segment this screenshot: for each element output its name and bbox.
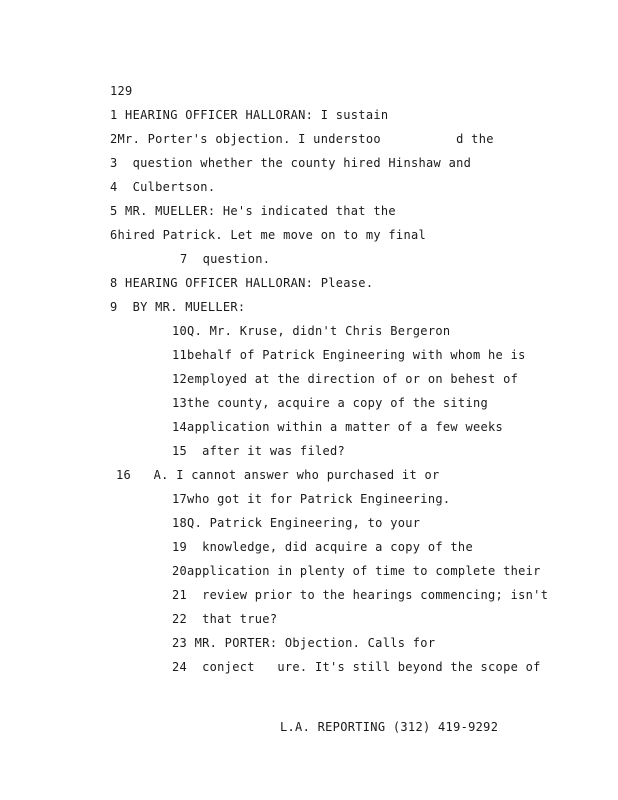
transcript-line-19: 19 knowledge, did acquire a copy of the [172,540,473,554]
transcript-line-2: 2Mr. Porter's objection. I understoo d the [110,132,494,146]
page-number: 129 [110,84,133,98]
reporter-footer: L.A. REPORTING (312) 419-9292 [280,720,499,734]
transcript-line-4: 4 Culbertson. [110,180,216,194]
transcript-line-20: 20application in plenty of time to complete their [172,564,541,578]
transcript-line-16: 16 A. I cannot answer who purchased it or [116,468,440,482]
transcript-line-6: 6hired Patrick. Let me move on to my final [110,228,427,242]
transcript-line-7: 7 question. [180,252,271,266]
transcript-line-13: 13the county, acquire a copy of the siting [172,396,489,410]
transcript-line-9: 9 BY MR. MUELLER: [110,300,246,314]
transcript-line-23: 23 MR. PORTER: Objection. Calls for [172,636,436,650]
transcript-line-21: 21 review prior to the hearings commencing; isn't [172,588,549,602]
transcript-line-3: 3 question whether the county hired Hinshaw and [110,156,472,170]
transcript-line-14: 14application within a matter of a few weeks [172,420,504,434]
transcript-line-5: 5 MR. MUELLER: He's indicated that the [110,204,396,218]
transcript-line-15: 15 after it was filed? [172,444,346,458]
transcript-line-11: 11behalf of Patrick Engineering with whom he is [172,348,526,362]
transcript-line-24: 24 conject ure. It's still beyond the scope of [172,660,541,674]
transcript-line-22: 22 that true? [172,612,278,626]
transcript-line-18: 18Q. Patrick Engineering, to your [172,516,421,530]
transcript-line-12: 12employed at the direction of or on behest of [172,372,519,386]
transcript-line-10: 10Q. Mr. Kruse, didn't Chris Bergeron [172,324,451,338]
transcript-line-8: 8 HEARING OFFICER HALLORAN: Please. [110,276,374,290]
transcript-line-1: 1 HEARING OFFICER HALLORAN: I sustain [110,108,389,122]
transcript-line-17: 17who got it for Patrick Engineering. [172,492,451,506]
